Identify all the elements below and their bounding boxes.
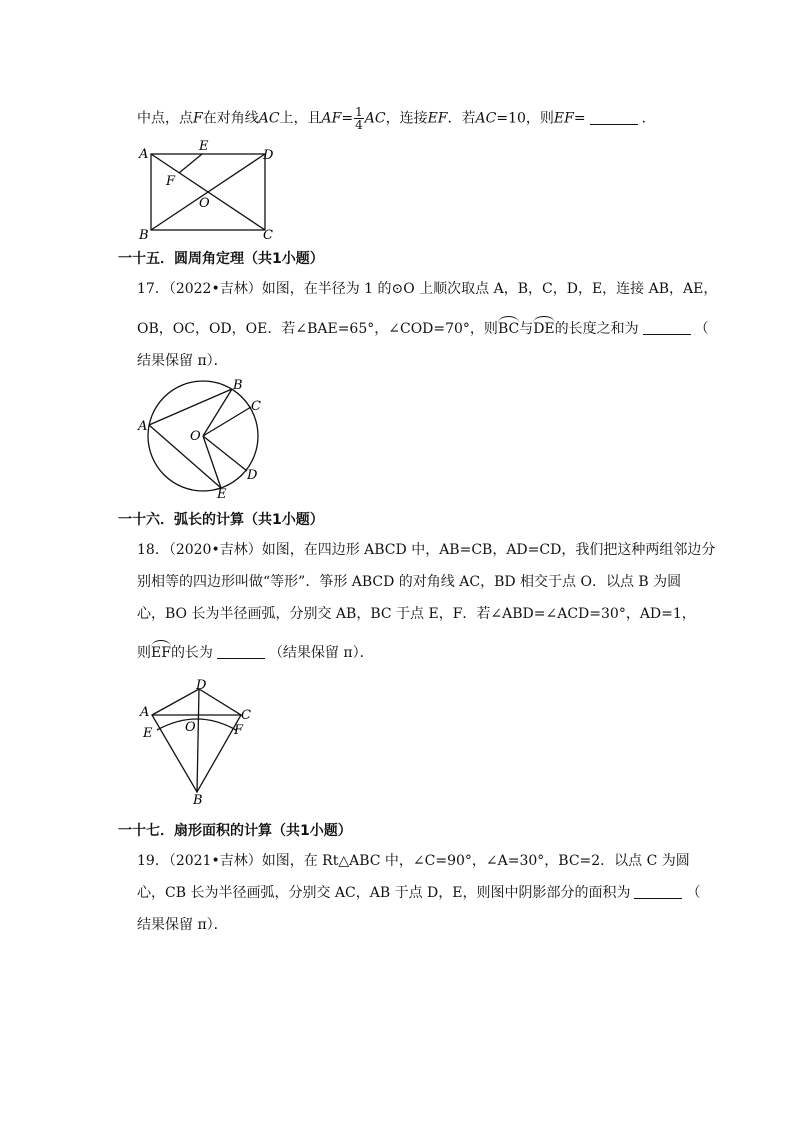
q16-text-line1: 中点，点F在对角线AC上，且AF= $\frac{1}{4}$ AC，连接EF．若AC=10，则EF= ．	[137, 105, 656, 132]
fig16-label-f: F	[166, 174, 176, 189]
answer-blank-q18[interactable]	[217, 644, 265, 659]
section-heading-16: 一十六．弧长的计算（共1小题）	[118, 512, 324, 528]
q18-text-line4: 则EF的长为 （结果保留 π）．	[137, 640, 374, 662]
arc-de: DE	[533, 316, 554, 338]
fig18-label-d: D	[196, 678, 207, 693]
q18-text-line2: 别相等的四边形叫做“等形”．筝形 ABCD 的对角线 AC，BD 相交于点 O．以点 B 为圆	[137, 574, 682, 590]
q19-text-line1: 19．（2021•吉林）如图，在 Rt△ABC 中，∠C=90°，∠A=30°，BC=2．以点 C 为圆	[137, 853, 690, 869]
arc-ef: EF	[151, 640, 171, 662]
fig18-label-o: O	[185, 720, 196, 735]
q18-kite-figure	[135, 672, 275, 812]
answer-blank-q19[interactable]	[634, 884, 682, 899]
fig18-label-c: C	[241, 708, 251, 723]
q17-text-line2: OB，OC，OD，OE．若∠BAE=65°，∠COD=70°，则BC与DE的长度之和为 （	[137, 316, 709, 338]
fig16-label-d: D	[263, 148, 274, 163]
q19-text-line3: 结果保留 π）．	[137, 917, 228, 933]
fig18-label-a: A	[140, 705, 150, 720]
fig16-label-b: B	[139, 228, 149, 243]
fig18-label-b: B	[193, 793, 203, 808]
fraction-one-quarter: $\frac{1}{4}$	[355, 105, 363, 132]
q19-text-line2: 心，CB 长为半径画弧，分别交 AC，AB 于点 D，E，则图中阴影部分的面积为 （	[137, 885, 701, 901]
fig17-label-d: D	[247, 468, 258, 483]
fig17-label-o: O	[190, 429, 201, 444]
fig16-label-c: C	[263, 228, 273, 243]
q17-text-line3: 结果保留 π）．	[137, 353, 228, 369]
fig17-label-c: C	[251, 399, 261, 414]
fig16-label-o: O	[199, 196, 210, 211]
fig16-label-a: A	[139, 147, 149, 162]
fig17-label-a: A	[138, 419, 148, 434]
section-heading-15: 一十五．圆周角定理（共1小题）	[118, 251, 324, 267]
fig16-label-e: E	[199, 139, 209, 154]
fig17-label-e: E	[217, 487, 227, 502]
fig17-label-b: B	[233, 378, 243, 393]
fig18-label-f: F	[234, 723, 244, 738]
q17-text-line1: 17．（2022•吉林）如图，在半径为 1 的⊙O 上顺次取点 A，B，C，D，E，连接 AB，AE，	[137, 281, 718, 297]
section-heading-17: 一十七．扇形面积的计算（共1小题）	[118, 823, 352, 839]
q16-rectangle-figure	[135, 139, 285, 243]
q18-text-line1: 18．（2020•吉林）如图，在四边形 ABCD 中，AB=CB，AD=CD，我们把这种两组邻边分	[137, 542, 716, 558]
q17-circle-figure	[135, 376, 275, 506]
arc-bc: BC	[498, 316, 519, 338]
q18-text-line3: 心，BO 长为半径画弧，分别交 AB，BC 于点 E，F．若∠ABD=∠ACD=30°，AD=1，	[137, 606, 696, 622]
answer-blank-q16[interactable]	[590, 110, 638, 125]
fig18-label-e: E	[143, 726, 153, 741]
answer-blank-q17[interactable]	[643, 320, 691, 335]
